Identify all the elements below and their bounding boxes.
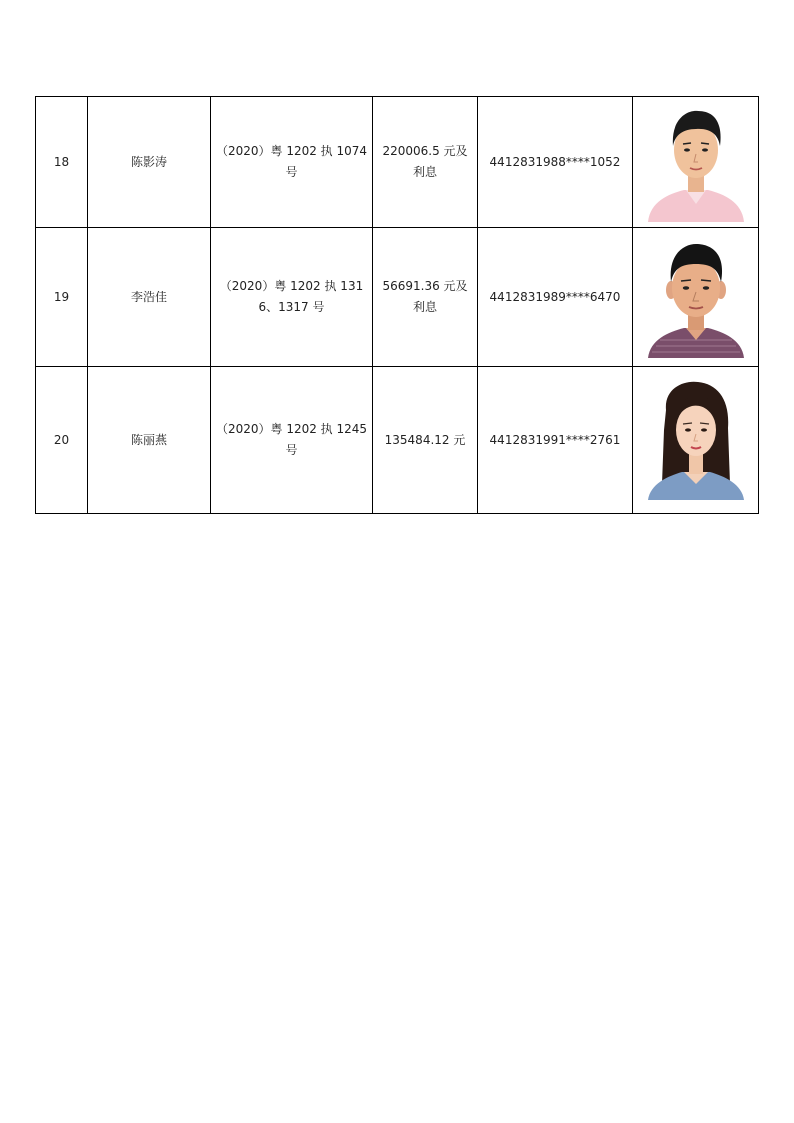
photo-cell (633, 367, 759, 514)
debtor-name: 陈丽燕 (88, 367, 211, 514)
debtor-name: 陈影涛 (88, 97, 211, 228)
photo-cell (633, 97, 759, 228)
portrait-photo (646, 102, 746, 222)
table-row (36, 367, 759, 514)
id-number: 4412831988****1052 (478, 97, 633, 228)
table-row (36, 228, 759, 367)
debtor-name: 李浩佳 (88, 228, 211, 367)
case-number: （2020）粤 1202 执 1316、1317 号 (211, 228, 373, 367)
case-number: （2020）粤 1202 执 1245 号 (211, 367, 373, 514)
debt-amount: 220006.5 元及利息 (373, 97, 478, 228)
row-index: 18 (36, 97, 88, 228)
table-row (36, 97, 759, 228)
case-number: （2020）粤 1202 执 1074 号 (211, 97, 373, 228)
id-number: 4412831991****2761 (478, 367, 633, 514)
debt-amount: 135484.12 元 (373, 367, 478, 514)
debtor-table (35, 96, 759, 514)
row-index: 20 (36, 367, 88, 514)
photo-cell (633, 228, 759, 367)
portrait-photo (646, 380, 746, 500)
debt-amount: 56691.36 元及利息 (373, 228, 478, 367)
id-number: 4412831989****6470 (478, 228, 633, 367)
row-index: 19 (36, 228, 88, 367)
portrait-photo (646, 236, 746, 358)
